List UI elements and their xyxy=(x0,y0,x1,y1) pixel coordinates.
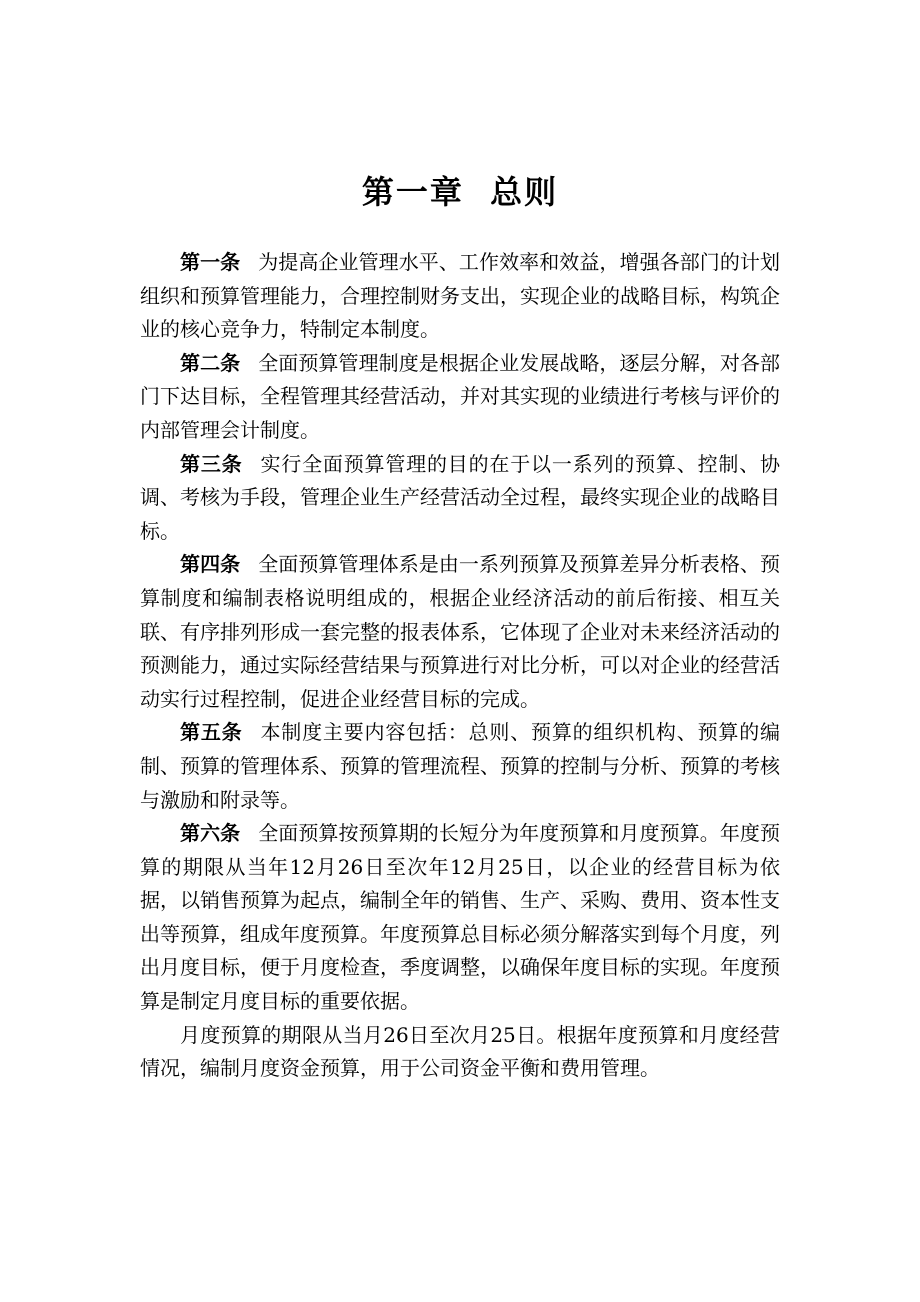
article-6 xyxy=(140,817,780,1019)
article-number: 第四条 xyxy=(180,552,241,577)
closing-paragraph: 月度预算的期限从当月26日至次月25日。根据年度预算和月度经营情况，编制月度资金预算，用于公司资金平衡和费用管理。 xyxy=(140,1022,780,1081)
article-3 xyxy=(140,448,780,549)
article-text: 全面预算管理体系是由一系列预算及预算差异分析表格、预算制度和编制表格说明组成的，根据企业经济活动的前后衔接、相互关联、有序排列形成一套完整的报表体系，它体现了企业对未来经济活动的预测能力，通过实际经营结果与预算进行对比分析，可以对企业的经营活动实行过程控制，促进企业经营目标的完成。 xyxy=(140,552,781,711)
article-text: 全面预算按预算期的长短分为年度预算和月度预算。年度预算的期限从当年12月26日至次年12月25日，以企业的经营目标为依据，以销售预算为起点，编制全年的销售、生产、采购、费用、资本性支出等预算，组成年度预算。年度预算总目标必须分解落实到每个月度，列出月度目标，便于月度检查，季度调整，以确保年度目标的实现。年度预算是制定月度目标的重要依据。 xyxy=(140,821,781,1014)
article-text: 为提高企业管理水平、工作效率和效益，增强各部门的计划组织和预算管理能力，合理控制财务支出，实现企业的战略目标，构筑企业的核心竞争力，特制定本制度。 xyxy=(140,250,781,342)
chapter-title: 第一章 总则 xyxy=(361,173,559,211)
article-number: 第六条 xyxy=(180,821,241,846)
document-body xyxy=(140,246,780,1086)
article-5 xyxy=(140,716,780,817)
article-text: 本制度主要内容包括：总则、预算的组织机构、预算的编制、预算的管理体系、预算的管理流程、预算的控制与分析、预算的考核与激励和附录等。 xyxy=(140,720,781,812)
article-number: 第三条 xyxy=(180,451,243,476)
article-1 xyxy=(140,246,780,347)
article-number: 第五条 xyxy=(180,720,243,745)
article-text: 全面预算管理制度是根据企业发展战略，逐层分解，对各部门下达目标，全程管理其经营活动，并对其实现的业绩进行考核与评价的内部管理会计制度。 xyxy=(140,350,781,442)
article-2 xyxy=(140,347,780,448)
article-text: 实行全面预算管理的目的在于以一系列的预算、控制、协调、考核为手段，管理企业生产经营活动全过程，最终实现企业的战略目标。 xyxy=(140,451,781,543)
article-4 xyxy=(140,548,780,716)
article-number: 第一条 xyxy=(180,250,241,274)
article-number: 第二条 xyxy=(180,350,241,375)
